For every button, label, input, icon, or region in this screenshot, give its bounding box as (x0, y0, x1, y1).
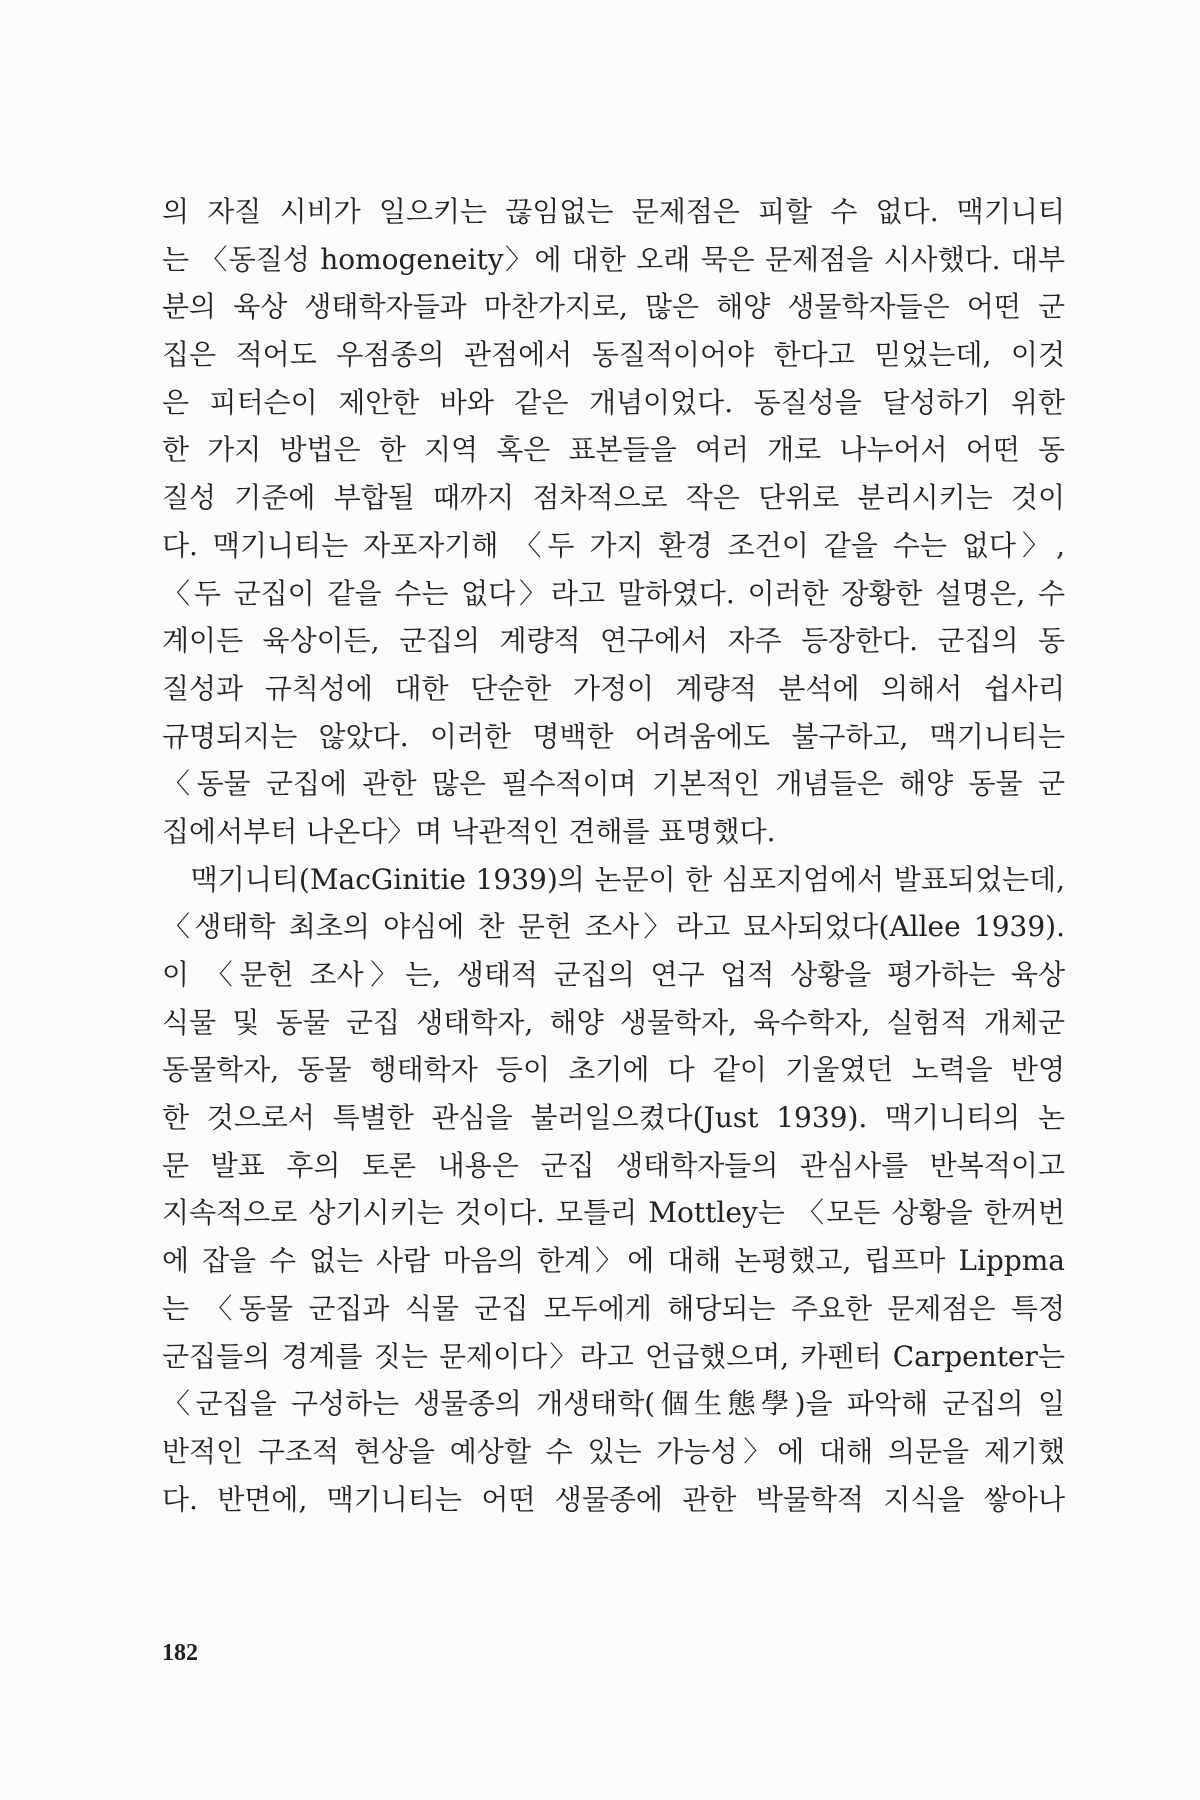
text-line: 집은 적어도 우점종의 관점에서 동질적이어야 한다고 믿었는데, 이것 (162, 338, 1065, 372)
text-line: 맥기니티(MacGinitie 1939)의 논문이 한 심포지엄에서 발표되었는데, (162, 862, 1065, 896)
text-line: 은 피터슨이 제안한 바와 같은 개념이었다. 동질성을 달성하기 위한 (162, 385, 1065, 419)
text-line: 분의 육상 생태학자들과 마찬가지로, 많은 해양 생물학자들은 어떤 군 (162, 290, 1065, 324)
text-line: 규명되지는 않았다. 이러한 명백한 어려움에도 불구하고, 맥기니티는 (162, 719, 1065, 753)
text-line: 한 가지 방법은 한 지역 혹은 표본들을 여러 개로 나누어서 어떤 동 (162, 433, 1065, 467)
text-line: 군집들의 경계를 짓는 문제이다〉라고 언급했으며, 카펜터 Carpenter는 (162, 1339, 1065, 1373)
text-line: 이 〈문헌 조사〉는, 생태적 군집의 연구 업적 상황을 평가하는 육상 (162, 958, 1065, 991)
text-line: 〈동물 군집에 관한 많은 필수적이며 기본적인 개념들은 해양 동물 군 (162, 767, 1065, 801)
text-line: 지속적으로 상기시키는 것이다. 모틀리 Mottley는 〈모든 상황을 한꺼번 (162, 1196, 1065, 1230)
body-text (162, 188, 1065, 1523)
text-line: 반적인 구조적 현상을 예상할 수 있는 가능성〉에 대해 의문을 제기했 (162, 1434, 1065, 1468)
text-line: 에 잡을 수 없는 사람 마음의 한계〉에 대해 논평했고, 립프마 Lippma (162, 1244, 1065, 1278)
text-line: 식물 및 동물 군집 생태학자, 해양 생물학자, 육수학자, 실험적 개체군 (162, 1005, 1065, 1039)
text-line: 는 〈동물 군집과 식물 군집 모두에게 해당되는 주요한 문제점은 특정 (162, 1291, 1065, 1325)
text-line: 〈생태학 최초의 야심에 찬 문헌 조사〉라고 묘사되었다(Allee 1939). (162, 910, 1065, 944)
text-line: 한 것으로서 특별한 관심을 불러일으켰다(Just 1939). 맥기니티의 논 (162, 1101, 1065, 1135)
text-line: 질성 기준에 부합될 때까지 점차적으로 작은 단위로 분리시키는 것이 (162, 481, 1065, 515)
text-line: 〈군집을 구성하는 생물종의 개생태학(個生態學)을 파악해 군집의 일 (162, 1387, 1065, 1421)
text-line: 다. 반면에, 맥기니티는 어떤 생물종에 관한 박물학적 지식을 쌓아나 (162, 1482, 1065, 1516)
text-line: 는 〈동질성 homogeneity〉에 대한 오래 묵은 문제점을 시사했다. 대부 (162, 242, 1065, 276)
text-line: 집에서부터 나온다〉며 낙관적인 견해를 표명했다. (162, 814, 776, 848)
text-line: 〈두 군집이 같을 수는 없다〉라고 말하였다. 이러한 장황한 설명은, 수 (162, 576, 1065, 610)
page-number: 182 (162, 1640, 198, 1666)
text-line: 문 발표 후의 토론 내용은 군집 생태학자들의 관심사를 반복적이고 (162, 1148, 1065, 1182)
text-line: 의 자질 시비가 일으키는 끊임없는 문제점은 피할 수 없다. 맥기니티 (162, 195, 1065, 228)
text-line: 동물학자, 동물 행태학자 등이 초기에 다 같이 기울였던 노력을 반영 (162, 1053, 1065, 1087)
text-line: 계이든 육상이든, 군집의 계량적 연구에서 자주 등장한다. 군집의 동 (162, 624, 1065, 658)
text-line: 질성과 규칙성에 대한 단순한 가정이 계량적 분석에 의해서 쉽사리 (162, 671, 1065, 705)
text-line: 다. 맥기니티는 자포자기해 〈두 가지 환경 조건이 같을 수는 없다〉, (162, 528, 1065, 562)
